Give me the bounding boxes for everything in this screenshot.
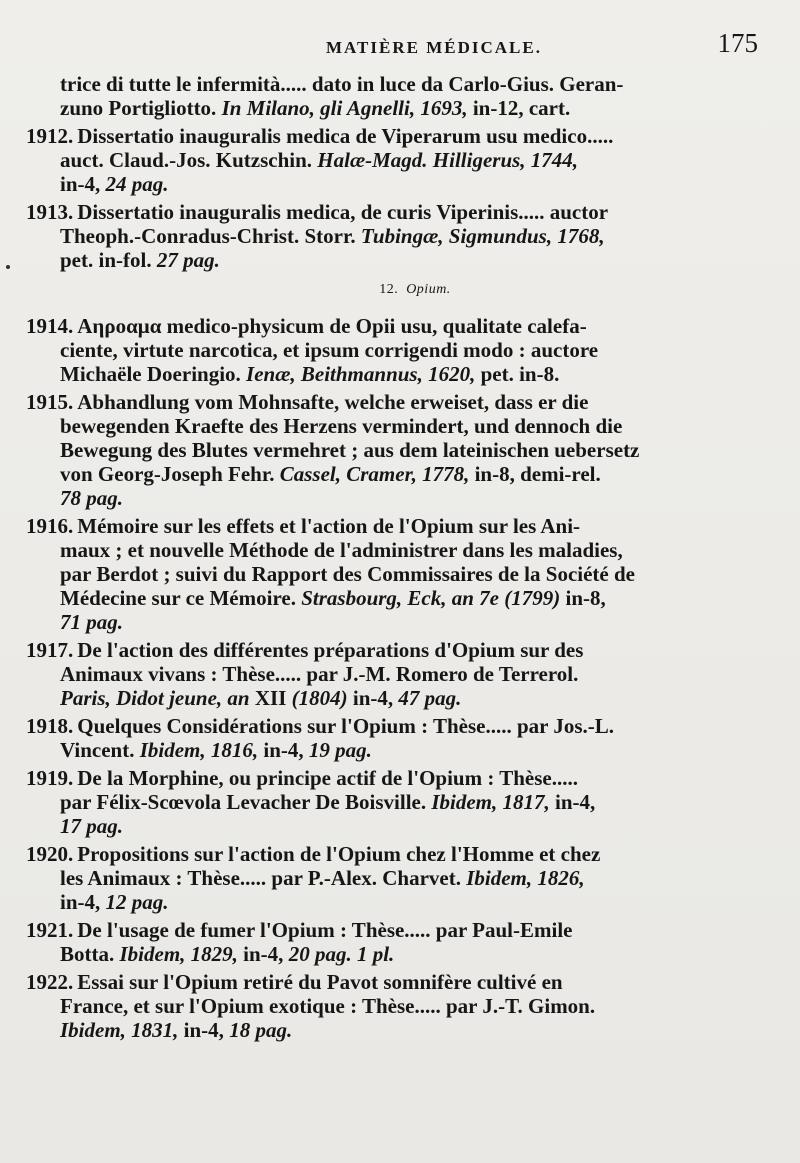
entry-line [60, 662, 772, 686]
entry-list-after [26, 314, 772, 1042]
entry-first-line [26, 314, 772, 338]
text-run: les Animaux : Thèse..... par P.-Alex. Charvet. [60, 866, 467, 890]
entry-first-line [26, 390, 772, 414]
text-run: maux ; et nouvelle Méthode de l'administrer dans les maladies, [60, 538, 623, 562]
imprint-text: Cassel, Cramer, 1778, [279, 462, 470, 486]
bibliography-entry [26, 124, 772, 196]
text-run: ciente, virtute narcotica, et ipsum corrigendi modo : auctore [60, 338, 599, 362]
text-run: XII [249, 686, 292, 710]
bibliography-entry [26, 514, 772, 634]
entry-title: Dissertatio inauguralis medica de Viperarum usu medico..... [77, 124, 614, 148]
entry-number: 1913. [26, 200, 74, 224]
entry-list-before [26, 124, 772, 272]
bibliography-entry [26, 970, 772, 1042]
entry-line [60, 224, 772, 248]
entry-title: Mémoire sur les effets et l'action de l'Opium sur les Ani- [77, 514, 581, 538]
entry-first-line [26, 200, 772, 224]
entry-line [60, 538, 772, 562]
entry-first-line [26, 124, 772, 148]
entry-number: 1920. [26, 842, 74, 866]
imprint-text: 78 pag. [60, 486, 123, 510]
imprint-text: (1804) [291, 686, 348, 710]
bibliography-entry [26, 714, 772, 762]
imprint-text: Ienæ, Beithmannus, 1620, [246, 362, 476, 386]
text-run: pet. in-8. [475, 362, 560, 386]
entry-number: 1914. [26, 314, 74, 338]
section-title: Opium. [406, 282, 451, 297]
entry-line [60, 1018, 772, 1042]
text-run: in-8, [560, 586, 606, 610]
bibliography-entry [26, 766, 772, 838]
entry-first-line [26, 842, 772, 866]
entry-title: Abhandlung vom Mohnsafte, welche erweiset, dass er die [77, 390, 589, 414]
entry-number: 1921. [26, 918, 74, 942]
entry-line [60, 610, 772, 634]
entry-title: De l'usage de fumer l'Opium : Thèse..... par Paul-Emile [77, 918, 573, 942]
imprint-text: 20 pag. 1 pl. [288, 942, 395, 966]
entry-line [60, 562, 772, 586]
page-header [58, 28, 772, 72]
text-run: par Berdot ; suivi du Rapport des Commissaires de la Société de [60, 562, 635, 586]
entry-line [60, 148, 772, 172]
section-heading [58, 282, 772, 298]
entry-number: 1918. [26, 714, 74, 738]
text-run: Vincent. [60, 738, 140, 762]
text-run: Médecine sur ce Mémoire. [60, 586, 302, 610]
text-run: in-4, [60, 890, 106, 914]
entry-number: 1922. [26, 970, 74, 994]
entry-line [60, 462, 772, 486]
imprint-text: Tubingæ, Sigmundus, 1768, [360, 224, 605, 248]
continued-line [60, 96, 772, 120]
entry-title: De la Morphine, ou principe actif de l'Opium : Thèse..... [77, 766, 578, 790]
section-number: 12. [379, 282, 399, 297]
imprint-text: Ibidem, 1816, [139, 738, 259, 762]
imprint-text: 19 pag. [308, 738, 372, 762]
text-run: in-4, [258, 738, 309, 762]
entry-number: 1917. [26, 638, 74, 662]
entry-title: Αηροαμα medico-physicum de Opii usu, qualitate calefa- [77, 314, 587, 338]
text-run: in-4, [178, 1018, 230, 1042]
entry-line [60, 790, 772, 814]
imprint-text: 18 pag. [229, 1018, 293, 1042]
entry-first-line [26, 638, 772, 662]
imprint-text: 71 pag. [60, 610, 123, 634]
text-run: France, et sur l'Opium exotique : Thèse..... par J.-T. Gimon. [60, 994, 596, 1018]
entry-first-line [26, 918, 772, 942]
entry-line [60, 738, 772, 762]
entry-title: Dissertatio inauguralis medica, de curis Viperinis..... auctor [77, 200, 609, 224]
entry-line [60, 994, 772, 1018]
running-head: MATIÈRE MÉDICALE. [326, 38, 542, 57]
text-run: Animaux vivans : Thèse..... par J.-M. Romero de Terrerol. [60, 662, 579, 686]
imprint-text: Ibidem, 1826, [466, 866, 585, 890]
entry-first-line [26, 970, 772, 994]
text-run: in-4, [347, 686, 399, 710]
entry-line [60, 248, 772, 272]
text-run: Michaële Doeringio. [60, 362, 247, 386]
imprint-text: Strasbourg, Eck, an 7e (1799) [301, 586, 561, 610]
entry-line [60, 338, 772, 362]
entry-line [60, 814, 772, 838]
imprint-text: 12 pag. [105, 890, 169, 914]
entry-number: 1915. [26, 390, 74, 414]
entry-line [60, 942, 772, 966]
text-run: in-4, [60, 172, 106, 196]
imprint-text: 24 pag. [105, 172, 169, 196]
imprint-text: Ibidem, 1829, [119, 942, 238, 966]
text-run: in-4, [237, 942, 289, 966]
entry-line [60, 438, 772, 462]
entry-first-line [26, 514, 772, 538]
entry-line [60, 866, 772, 890]
entry-line [60, 414, 772, 438]
entry-title: Essai sur l'Opium retiré du Pavot somnifère cultivé en [77, 970, 563, 994]
text-run: Botta. [60, 942, 120, 966]
page-number: 175 [717, 28, 758, 58]
ink-spot [6, 265, 10, 269]
text-run: pet. in-fol. [60, 248, 157, 272]
text-run: in-4, [549, 790, 596, 814]
continued-line: trice di tutte le infermità..... dato in luce da Carlo-Gius. Geran- [60, 72, 624, 96]
entry-first-line [26, 766, 772, 790]
text-run: Theoph.-Conradus-Christ. Storr. [60, 224, 361, 248]
text-run: bewegenden Kraefte des Herzens vermindert, und dennoch die [60, 414, 623, 438]
bibliography-entry [26, 314, 772, 386]
entry-title: Quelques Considérations sur l'Opium : Thèse..... par Jos.-L. [77, 714, 615, 738]
imprint-text: 17 pag. [60, 814, 123, 838]
text-run: in-8, demi-rel. [469, 462, 601, 486]
entry-line [60, 890, 772, 914]
text-run: in-12, cart. [467, 96, 571, 120]
text-run: auct. Claud.-Jos. Kutzschin. [60, 148, 318, 172]
bibliography-entry [26, 390, 772, 510]
imprint-text: 27 pag. [156, 248, 220, 272]
bibliography-entry [26, 842, 772, 914]
bibliography-entry [26, 918, 772, 966]
imprint-text: Ibidem, 1817, [431, 790, 550, 814]
text-run: Bewegung des Blutes vermehret ; aus dem lateinischen uebersetz [60, 438, 640, 462]
entry-line [60, 486, 772, 510]
entry-number: 1916. [26, 514, 74, 538]
entry-title: Propositions sur l'action de l'Opium chez l'Homme et chez [77, 842, 601, 866]
imprint-text: Ibidem, 1831, [60, 1018, 179, 1042]
entry-line [60, 586, 772, 610]
bibliography-entry [26, 200, 772, 272]
text-run: par Félix-Scœvola Levacher De Boisville. [60, 790, 432, 814]
entry-number: 1919. [26, 766, 74, 790]
continued-entry [58, 72, 772, 120]
entry-line [60, 686, 772, 710]
text-run: zuno Portigliotto. [60, 96, 222, 120]
entry-line [60, 172, 772, 196]
entry-title: De l'action des différentes préparations d'Opium sur des [77, 638, 584, 662]
entry-line [60, 362, 772, 386]
imprint-text: Paris, Didot jeune, an [60, 686, 250, 710]
text-run: von Georg-Joseph Fehr. [60, 462, 280, 486]
text-run: In Milano, gli Agnelli, 1693, [221, 96, 468, 120]
entry-first-line [26, 714, 772, 738]
imprint-text: Halæ-Magd. Hilligerus, 1744, [317, 148, 579, 172]
bibliography-entry [26, 638, 772, 710]
entry-number: 1912. [26, 124, 74, 148]
imprint-text: 47 pag. [398, 686, 462, 710]
